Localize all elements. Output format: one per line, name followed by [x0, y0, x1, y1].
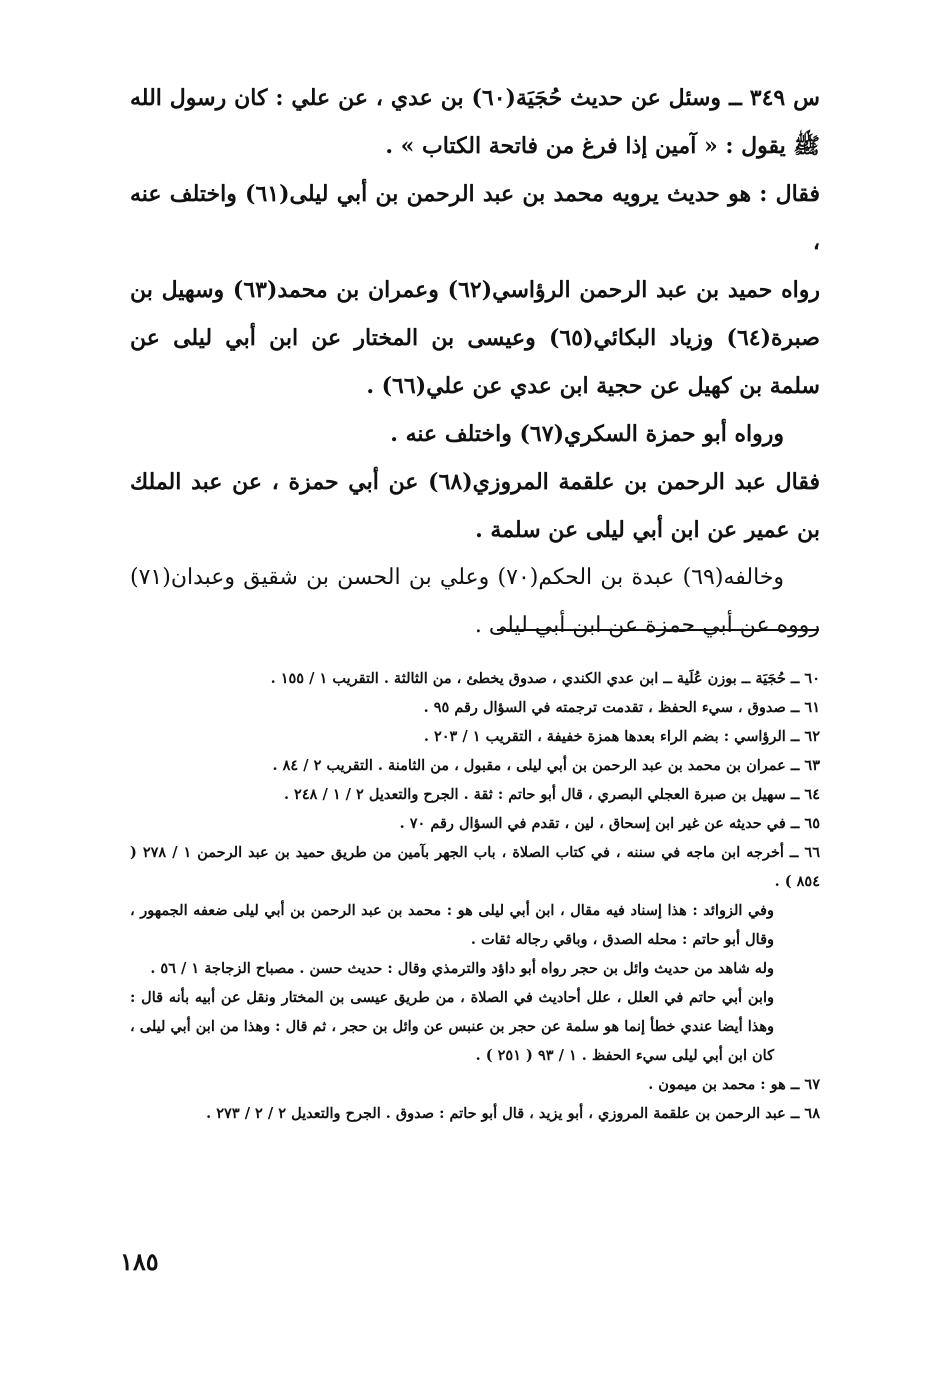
footnote: ٦٢ ــ الرؤاسي : بضم الراء بعدها همزة خفيفة ، التقريب ١ / ٢٠٣ .	[423, 728, 820, 745]
footnote: ٦٥ ــ في حديثه عن غير ابن إسحاق ، لين ، تقدم في السؤال رقم ٧٠ .	[399, 815, 820, 832]
footnote-continuation: وابن أبي حاتم في العلل ، علل أحاديث في الصلاة ، من طريق عيسى بن المختار ونقل عن أبيه بأنه قال : وهذا أيضا عندي خطأ إنما هو سلمة عن حجر بن عنبس عن وائل بن حجر ، ثم قال : وهذا من ابن أبي ليلى ، كان ابن أبي ليلى سيء الحفظ . ١ / ٩٣ ( ٢٥١ ) .	[130, 989, 774, 1064]
footnote: ٦٠ ــ حُجَيَة ــ بوزن عُلَية ــ ابن عدي الكندي ، صدوق يخطئ ، من الثالثة . التقريب ١ / ١٥٥ .	[270, 670, 820, 687]
footnote-continuation: وفي الزوائد : هذا إسناد فيه مقال ، ابن أبي ليلى هو : محمد بن عبد الرحمن بن أبي ليلى ضعفه الجمهور ، وقال أبو حاتم : محله الصدق ، وباقي رجاله ثقات .	[130, 902, 774, 948]
footnote: ٦٤ ــ سهيل بن صبرة العجلي البصري ، قال أبو حاتم : ثقة . الجرح والتعديل ٢ / ١ / ٢٤٨ .	[283, 786, 820, 803]
footnotes	[130, 664, 820, 1128]
narration-paragraph: وخالفه(٦٩) عبدة بن الحكم(٧٠) وعلي بن الحسن بن شقيق وعبدان(٧١) رووه عن أبي حمزة عن ابن أبي ليلى .	[130, 565, 820, 638]
narration-paragraph: رواه حميد بن عبد الرحمن الرؤاسي(٦٢) وعمران بن محمد(٦٣) وسهيل بن صبرة(٦٤) وزياد البكائي(٦٥) وعيسى بن المختار عن ابن أبي ليلى عن سلمة بن كهيل عن حجية ابن عدي عن علي(٦٦) .	[130, 277, 820, 399]
main-text	[130, 74, 820, 650]
narration-paragraph: فقال عبد الرحمن بن علقمة المروزي(٦٨) عن أبي حمزة ، عن عبد الملك بن عمير عن ابن أبي ليلى عن سلمة .	[130, 469, 820, 543]
footnote: ٦٨ ــ عبد الرحمن بن علقمة المروزي ، أبو يزيد ، قال أبو حاتم : صدوق . الجرح والتعديل ٢ / ٢ / ٢٧٣ .	[206, 1105, 820, 1122]
narration-paragraph: ورواه أبو حمزة السكري(٦٧) واختلف عنه .	[390, 421, 784, 447]
question-paragraph: س ٣٤٩ ــ وسئل عن حديث حُجَيَة(٦٠) بن عدي ، عن علي : كان رسول الله ﷺ يقول : « آمين إذا فرغ من فاتحة الكتاب » .	[130, 85, 821, 159]
footnote: ٦٧ ــ هو : محمد بن ميمون .	[648, 1076, 820, 1093]
footnote-continuation: وله شاهد من حديث وائل بن حجر رواه أبو داؤد والترمذي وقال : حديث حسن . مصباح الزجاجة ١ / ٥٦ .	[150, 960, 774, 977]
answer-paragraph: فقال : هو حديث يرويه محمد بن عبد الرحمن بن أبي ليلى(٦١) واختلف عنه ،	[130, 181, 820, 255]
footnote-separator	[497, 629, 819, 631]
page-number: ١٨٥	[120, 1247, 159, 1276]
footnote: ٦٣ ــ عمران بن محمد بن عبد الرحمن بن أبي ليلى ، مقبول ، من الثامنة . التقريب ٢ / ٨٤ .	[272, 757, 820, 774]
footnote: ٦١ ــ صدوق ، سيء الحفظ ، تقدمت ترجمته في السؤال رقم ٩٥ .	[423, 699, 820, 716]
footnote: ٦٦ ــ أخرجه ابن ماجه في سننه ، في كتاب الصلاة ، باب الجهر بآمين من طريق حميد بن عبد الرحمن ١ / ٢٧٨ ( ٨٥٤ ) .	[130, 844, 820, 890]
